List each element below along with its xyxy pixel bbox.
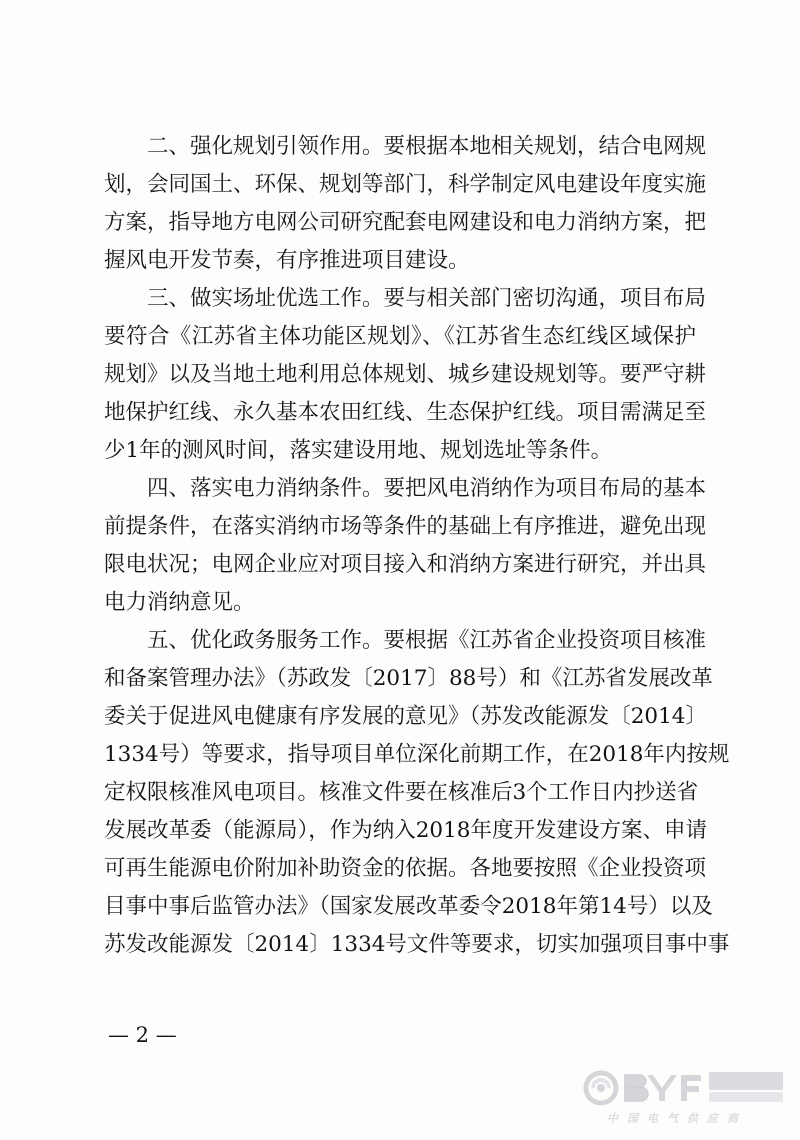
paragraph-2-line-3: 方案，指导地方电网公司研究配套电网建设和电力消纳方案，把 [104, 210, 707, 235]
paragraph-3-line-2: 要符合《江苏省主体功能区规划》、《江苏省生态红线区域保护 [104, 324, 696, 349]
paragraph-2-line-1: 二、强化规划引领作用。要根据本地相关规划，结合电网规 [147, 134, 707, 159]
body-text [104, 134, 730, 970]
paragraph-5-line-5: 定权限核准风电项目。核准文件要在核准后3个工作日内抄送省 [104, 780, 699, 805]
paragraph-2-line-2: 划，会同国土、环保、规划等部门，科学制定风电建设年度实施 [104, 172, 707, 197]
paragraph-5-line-6: 发展改革委（能源局），作为纳入2018年度开发建设方案、申请 [104, 818, 707, 843]
paragraph-5-line-9: 苏发改能源发〔2014〕1334号文件等要求，切实加强项目事中事 [104, 932, 730, 957]
page-number: — 2 — [108, 1023, 177, 1047]
paragraph-5-line-7: 可再生能源电价附加补助资金的依据。各地要按照《企业投资项 [104, 856, 707, 881]
paragraph-5-line-2: 和备案管理办法》（苏政发〔2017〕88号）和《江苏省发展改革 [104, 666, 713, 691]
paragraph-4-line-3: 限电状况；电网企业应对项目接入和消纳方案进行研究，并出具 [104, 552, 707, 577]
paragraph-3-line-5: 少1年的测风时间，落实建设用地、规划选址等条件。 [104, 438, 613, 463]
paragraph-5-line-1: 五、优化政务服务工作。要根据《江苏省企业投资项目核准 [147, 628, 707, 653]
watermark-subtitle: 中国电气供应商 [607, 1112, 747, 1125]
paragraph-4-line-4: 电力消纳意见。 [104, 590, 255, 615]
paragraph-3-line-3: 规划》以及当地土地利用总体规划、城乡建设规划等。要严守耕 [104, 362, 707, 387]
paragraph-4-line-2: 前提条件，在落实消纳市场等条件的基础上有序推进，避免出现 [104, 514, 707, 539]
byf-logo-icon [581, 1068, 786, 1108]
watermark-logo [581, 1066, 786, 1130]
paragraph-5-line-8: 目事中事后监管办法》（国家发展改革委令2018年第14号）以及 [104, 894, 713, 919]
paragraph-3-line-1: 三、做实场址优选工作。要与相关部门密切沟通，项目布局 [147, 286, 707, 311]
paragraph-2-line-4: 握风电开发节奏，有序推进项目建设。 [104, 248, 470, 273]
paragraph-5-line-3: 委关于促进风电健康有序发展的意见》（苏发改能源发〔2014〕 [104, 704, 707, 729]
paragraph-4-line-1: 四、落实电力消纳条件。要把风电消纳作为项目布局的基本 [147, 476, 707, 501]
paragraph-3-line-4: 地保护红线、永久基本农田红线、生态保护红线。项目需满足至 [104, 400, 707, 425]
paragraph-5-line-4: 1334号）等要求，指导项目单位深化前期工作，在2018年内按规 [104, 742, 730, 767]
